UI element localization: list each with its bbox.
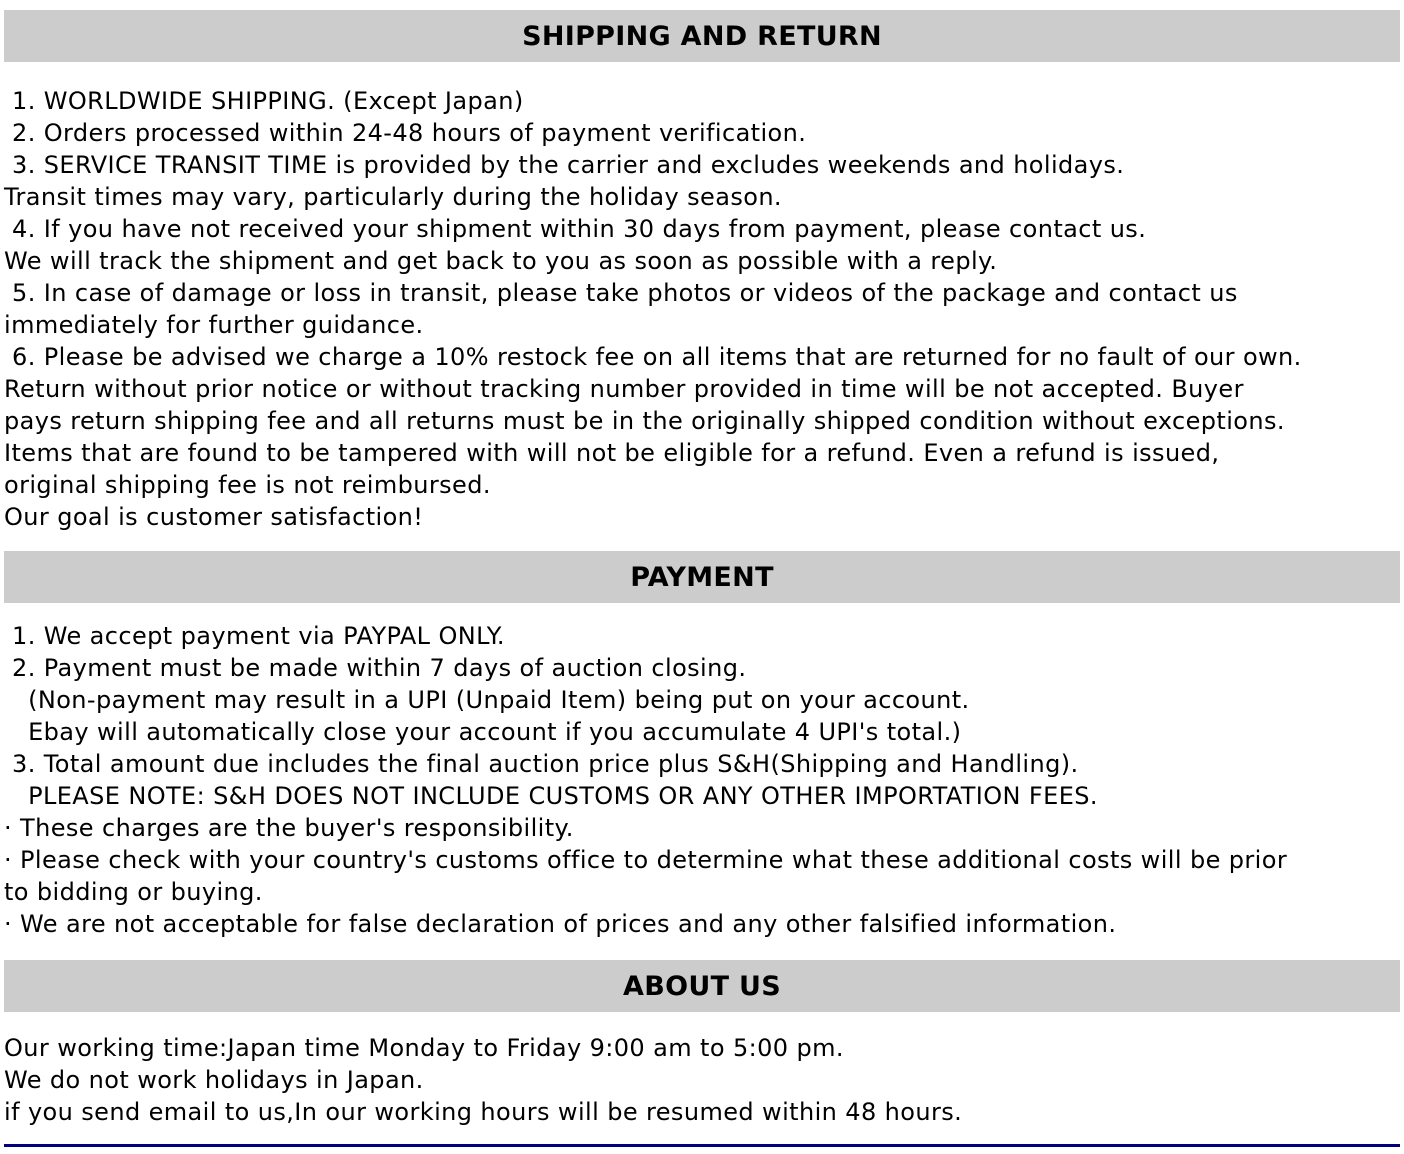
text-line: 1. We accept payment via PAYPAL ONLY. (4, 622, 505, 650)
text-line: · We are not acceptable for false declaration of prices and any other falsified information. (4, 910, 1117, 938)
bottom-divider (4, 1144, 1400, 1147)
text-line: 4. If you have not received your shipment within 30 days from payment, please contact us. (4, 215, 1147, 243)
section-about-us (4, 960, 1400, 1128)
text-line: 1. WORLDWIDE SHIPPING. (Except Japan) (4, 87, 524, 115)
section-title: PAYMENT (630, 561, 774, 593)
text-line: 5. In case of damage or loss in transit, please take photos or videos of the package and contact us (4, 279, 1238, 307)
text-line: 6. Please be advised we charge a 10% restock fee on all items that are returned for no fault of our own. (4, 343, 1302, 371)
section-shipping-and-return (4, 10, 1400, 533)
text-line: PLEASE NOTE: S&H DOES NOT INCLUDE CUSTOMS OR ANY OTHER IMPORTATION FEES. (4, 782, 1098, 810)
text-line: immediately for further guidance. (4, 311, 424, 339)
section-title: ABOUT US (623, 970, 781, 1002)
text-line: if you send email to us,In our working hours will be resumed within 48 hours. (4, 1098, 963, 1126)
text-line: Return without prior notice or without tracking number provided in time will be not accepted. Buyer (4, 375, 1244, 403)
text-line: 3. SERVICE TRANSIT TIME is provided by the carrier and excludes weekends and holidays. (4, 151, 1125, 179)
section-header-payment (4, 551, 1400, 603)
text-line: original shipping fee is not reimbursed. (4, 471, 491, 499)
text-line: (Non-payment may result in a UPI (Unpaid Item) being put on your account. (4, 686, 970, 714)
text-line: Ebay will automatically close your account if you accumulate 4 UPI's total.) (4, 718, 962, 746)
section-body-shipping-and-return (4, 85, 1400, 533)
text-line: to bidding or buying. (4, 878, 263, 906)
section-payment (4, 551, 1400, 940)
section-body-payment (4, 620, 1400, 940)
section-title: SHIPPING AND RETURN (522, 20, 882, 52)
section-header-about-us (4, 960, 1400, 1012)
text-line: 2. Payment must be made within 7 days of auction closing. (4, 654, 747, 682)
text-line: We will track the shipment and get back to you as soon as possible with a reply. (4, 247, 998, 275)
text-line: Our goal is customer satisfaction! (4, 503, 424, 531)
text-line: We do not work holidays in Japan. (4, 1066, 424, 1094)
text-line: · These charges are the buyer's responsibility. (4, 814, 574, 842)
text-line: 2. Orders processed within 24-48 hours of payment verification. (4, 119, 807, 147)
text-line: Our working time:Japan time Monday to Friday 9:00 am to 5:00 pm. (4, 1034, 844, 1062)
section-header-shipping-and-return (4, 10, 1400, 62)
section-body-about-us (4, 1032, 1400, 1128)
text-line: pays return shipping fee and all returns must be in the originally shipped condition without exceptions. (4, 407, 1285, 435)
text-line: Items that are found to be tampered with will not be eligible for a refund. Even a refund is issued, (4, 439, 1220, 467)
text-line: 3. Total amount due includes the final auction price plus S&H(Shipping and Handling). (4, 750, 1079, 778)
text-line: · Please check with your country's customs office to determine what these additional costs will be prior (4, 846, 1288, 874)
text-line: Transit times may vary, particularly during the holiday season. (4, 183, 782, 211)
